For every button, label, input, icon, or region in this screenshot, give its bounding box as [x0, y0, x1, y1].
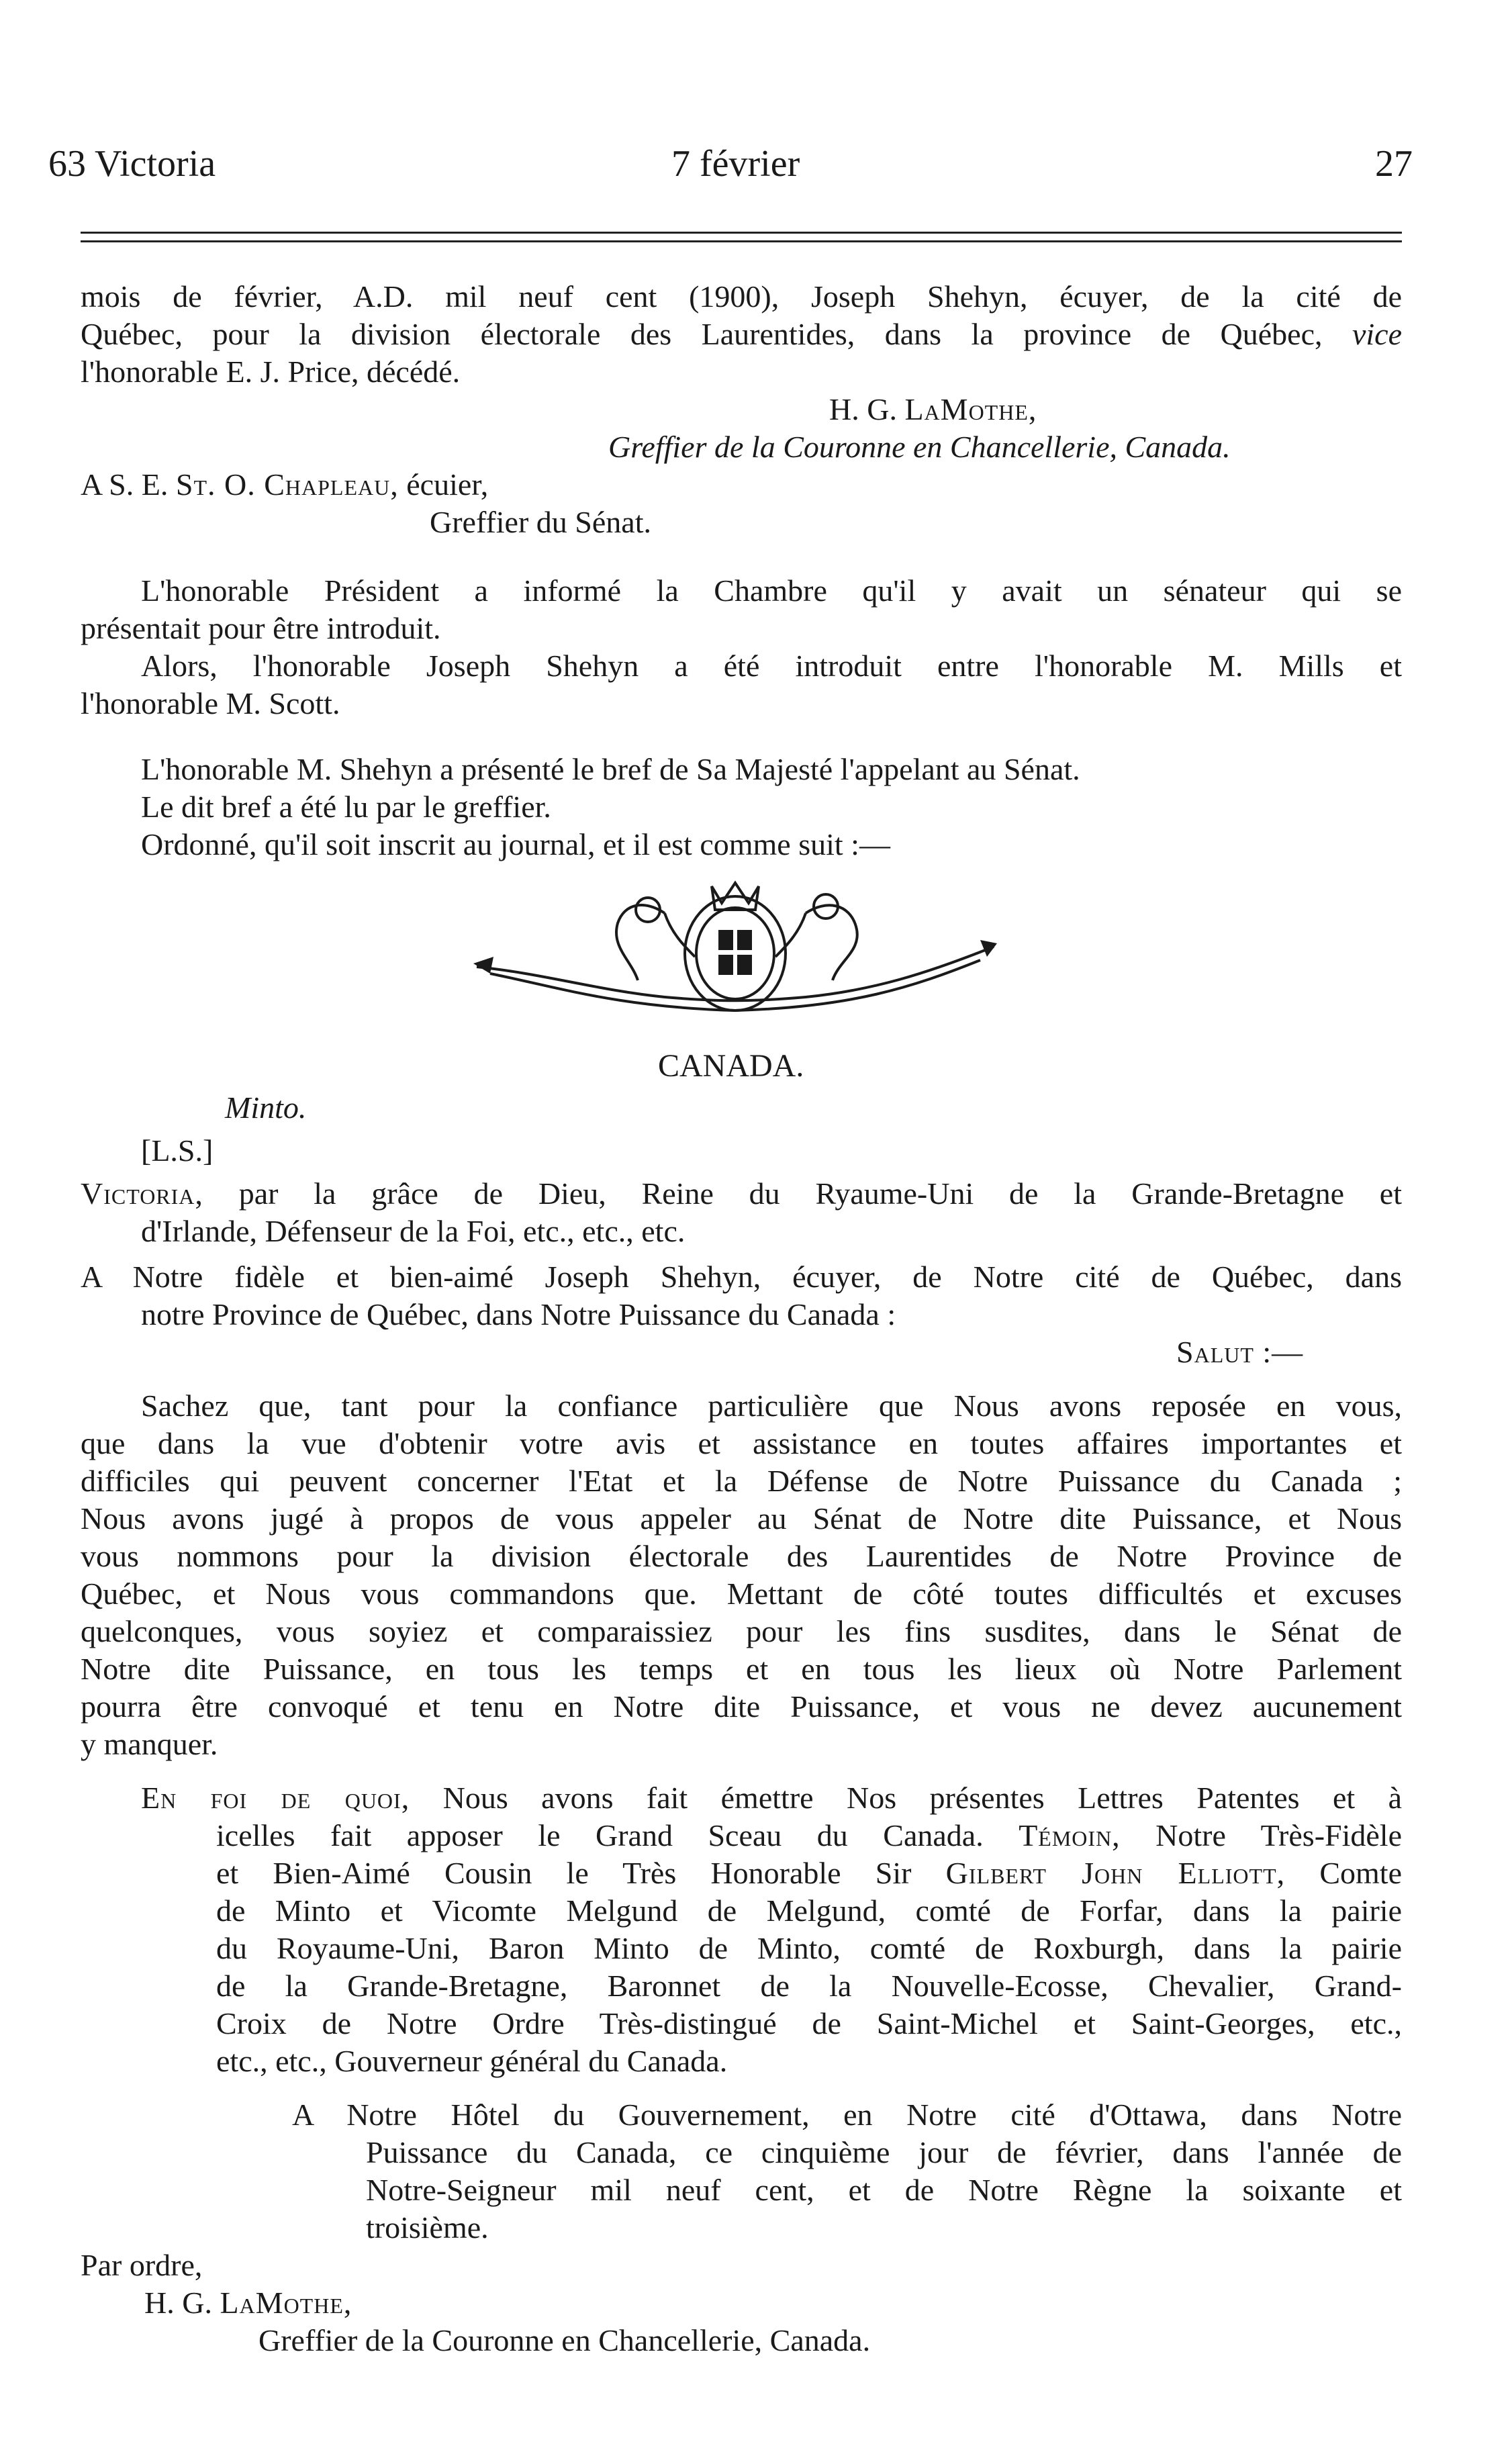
par-ordre: Par ordre,	[81, 2248, 203, 2282]
place-line: A Notre Hôtel du Gouvernement, en Notre cité d'Ottawa, dans Notre	[292, 2098, 1402, 2132]
intro-vice: vice	[1352, 317, 1402, 351]
witness-last-line: etc., etc., Gouverneur général du Canada.	[216, 2044, 728, 2078]
place-last-line: troisième.	[366, 2210, 489, 2245]
witness-line: Croix de Notre Ordre Très-distingué de Saint-Michel et Saint-Georges, etc.,	[216, 2006, 1402, 2040]
writ-victoria-name: Victoria,	[81, 1176, 203, 1211]
intro-line-2-text: Québec, pour la division électorale des Laurentides, dans la province de Québec,	[81, 317, 1352, 351]
header-rule-bottom	[81, 240, 1402, 242]
signature-lamothe-1	[829, 391, 1037, 428]
para1-line-4: l'honorable M. Scott.	[81, 686, 340, 720]
writ-victoria-text: par la grâce de Dieu, Reine du Ryaume-Uni de la Grande-Bretagne et	[203, 1176, 1402, 1211]
addressee-title: Greffier du Sénat.	[430, 505, 651, 539]
witness-line: de Minto et Vicomte Melgund de Melgund, comté de Forfar, dans la pairie	[216, 1893, 1402, 1928]
signature-name: LaMothe,	[220, 2286, 352, 2320]
witness-line-2	[216, 1817, 1402, 1854]
witness-line-2-text: icelles fait apposer le Grand Sceau du Canada.	[216, 1818, 1019, 1852]
header-rule-top	[81, 232, 1402, 234]
place-line: Puissance du Canada, ce cinquième jour de février, dans l'année de	[366, 2135, 1402, 2169]
signature-name: LaMothe,	[904, 392, 1037, 426]
writ-body-line: que dans la vue d'obtenir votre avis et assistance en toutes affaires importantes et	[81, 1426, 1402, 1460]
writ-victoria-line-2: d'Irlande, Défenseur de la Foi, etc., etc., etc.	[141, 1214, 686, 1248]
witness-line: de la Grande-Bretagne, Baronnet de la Nouvelle-Ecosse, Chevalier, Grand-	[216, 1969, 1402, 2003]
writ-body-line: Nous avons jugé à propos de vous appeler au Sénat de Notre dite Puissance, et Nous	[81, 1501, 1402, 1536]
writ-body-line: Québec, et Nous vous commandons que. Mettant de côté toutes difficultés et excuses	[81, 1577, 1402, 1611]
witness-governor-name: Gilbert John Elliott,	[945, 1856, 1286, 1890]
writ-body-line: vous nommons pour la division électorale des Laurentides de Notre Province de	[81, 1539, 1402, 1573]
witness-temoin: Témoin,	[1019, 1818, 1121, 1852]
para2-line-1: L'honorable M. Shehyn a présenté le bref de Sa Majesté l'appelant au Sénat.	[141, 752, 1080, 786]
witness-line-3	[216, 1854, 1402, 1892]
writ-body-line: quelconques, vous soyiez et comparaissiez pour les fins susdites, dans le Sénat de	[81, 1614, 1402, 1648]
addressee-suffix: écuier,	[398, 467, 489, 502]
writ-body-last-line: y manquer.	[81, 1727, 218, 1761]
witness-en-foi-de-quoi: En foi de quoi,	[141, 1781, 410, 1815]
addressee-prefix: A S. E.	[81, 467, 176, 502]
witness-line-2-end: Notre Très-Fidèle	[1120, 1818, 1402, 1852]
writ-body-line: difficiles qui peuvent concerner l'Etat et la Défense de Notre Puissance du Canada ;	[81, 1464, 1402, 1498]
writ-address-line-1: A Notre fidèle et bien-aimé Joseph Shehyn, écuyer, de Notre cité de Québec, dans	[81, 1260, 1402, 1294]
addressee-name: St. O. Chapleau,	[175, 467, 399, 502]
writ-signer-minto: Minto.	[225, 1090, 307, 1125]
signature-lamothe-2	[144, 2284, 352, 2322]
writ-heading-canada: CANADA.	[658, 1048, 804, 1084]
intro-line-3: l'honorable E. J. Price, décédé.	[81, 355, 461, 389]
intro-line-2	[81, 316, 1402, 353]
royal-coat-of-arms-icon	[463, 873, 1007, 1021]
place-line: Notre-Seigneur mil neuf cent, et de Notre Règne la soixante et	[366, 2173, 1402, 2207]
intro-line-1: mois de février, A.D. mil neuf cent (1900), Joseph Shehyn, écuyer, de la cité de	[81, 279, 1402, 314]
header-date: 7 février	[671, 143, 800, 185]
para2-line-2: Le dit bref a été lu par le greffier.	[141, 790, 551, 824]
para1-line-3: Alors, l'honorable Joseph Shehyn a été introduit entre l'honorable M. Mills et	[141, 649, 1402, 683]
writ-body-line: Notre dite Puissance, en tous les temps et en tous les lieux où Notre Parlement	[81, 1652, 1402, 1686]
header-page-number: 27	[1375, 143, 1413, 185]
signature-initials: H. G.	[829, 392, 905, 426]
witness-line-3-text: et Bien-Aimé Cousin le Très Honorable Sir	[216, 1856, 946, 1890]
header-session: 63 Victoria	[48, 143, 216, 185]
writ-seal-ls: [L.S.]	[141, 1133, 214, 1168]
signature-lamothe-title-1: Greffier de la Couronne en Chancellerie, Canada.	[608, 430, 1231, 464]
witness-line-1-text: Nous avons fait émettre Nos présentes Lettres Patentes et à	[410, 1781, 1402, 1815]
para2-line-3: Ordonné, qu'il soit inscrit au journal, et il est comme suit :—	[141, 827, 890, 861]
signature-lamothe-title-2: Greffier de la Couronne en Chancellerie, Canada.	[258, 2323, 871, 2357]
writ-body-line: Sachez que, tant pour la confiance particulière que Nous avons reposée en vous,	[141, 1389, 1402, 1423]
signature-initials: H. G.	[144, 2286, 220, 2320]
addressee-chapleau	[81, 466, 488, 504]
witness-line-1	[141, 1779, 1402, 1817]
writ-victoria-line-1	[81, 1175, 1402, 1213]
para1-line-2: présentait pour être introduit.	[81, 611, 441, 645]
writ-address-line-2: notre Province de Québec, dans Notre Puissance du Canada :	[141, 1297, 896, 1331]
para1-line-1: L'honorable Président a informé la Chambre qu'il y avait un sénateur qui se	[141, 573, 1402, 608]
writ-salut: Salut :—	[1176, 1335, 1304, 1369]
witness-line-3-end: Comte	[1285, 1856, 1402, 1890]
witness-line: du Royaume-Uni, Baron Minto de Minto, comté de Roxburgh, dans la pairie	[216, 1931, 1402, 1965]
writ-body-line: pourra être convoqué et tenu en Notre dite Puissance, et vous ne devez aucunement	[81, 1689, 1402, 1724]
